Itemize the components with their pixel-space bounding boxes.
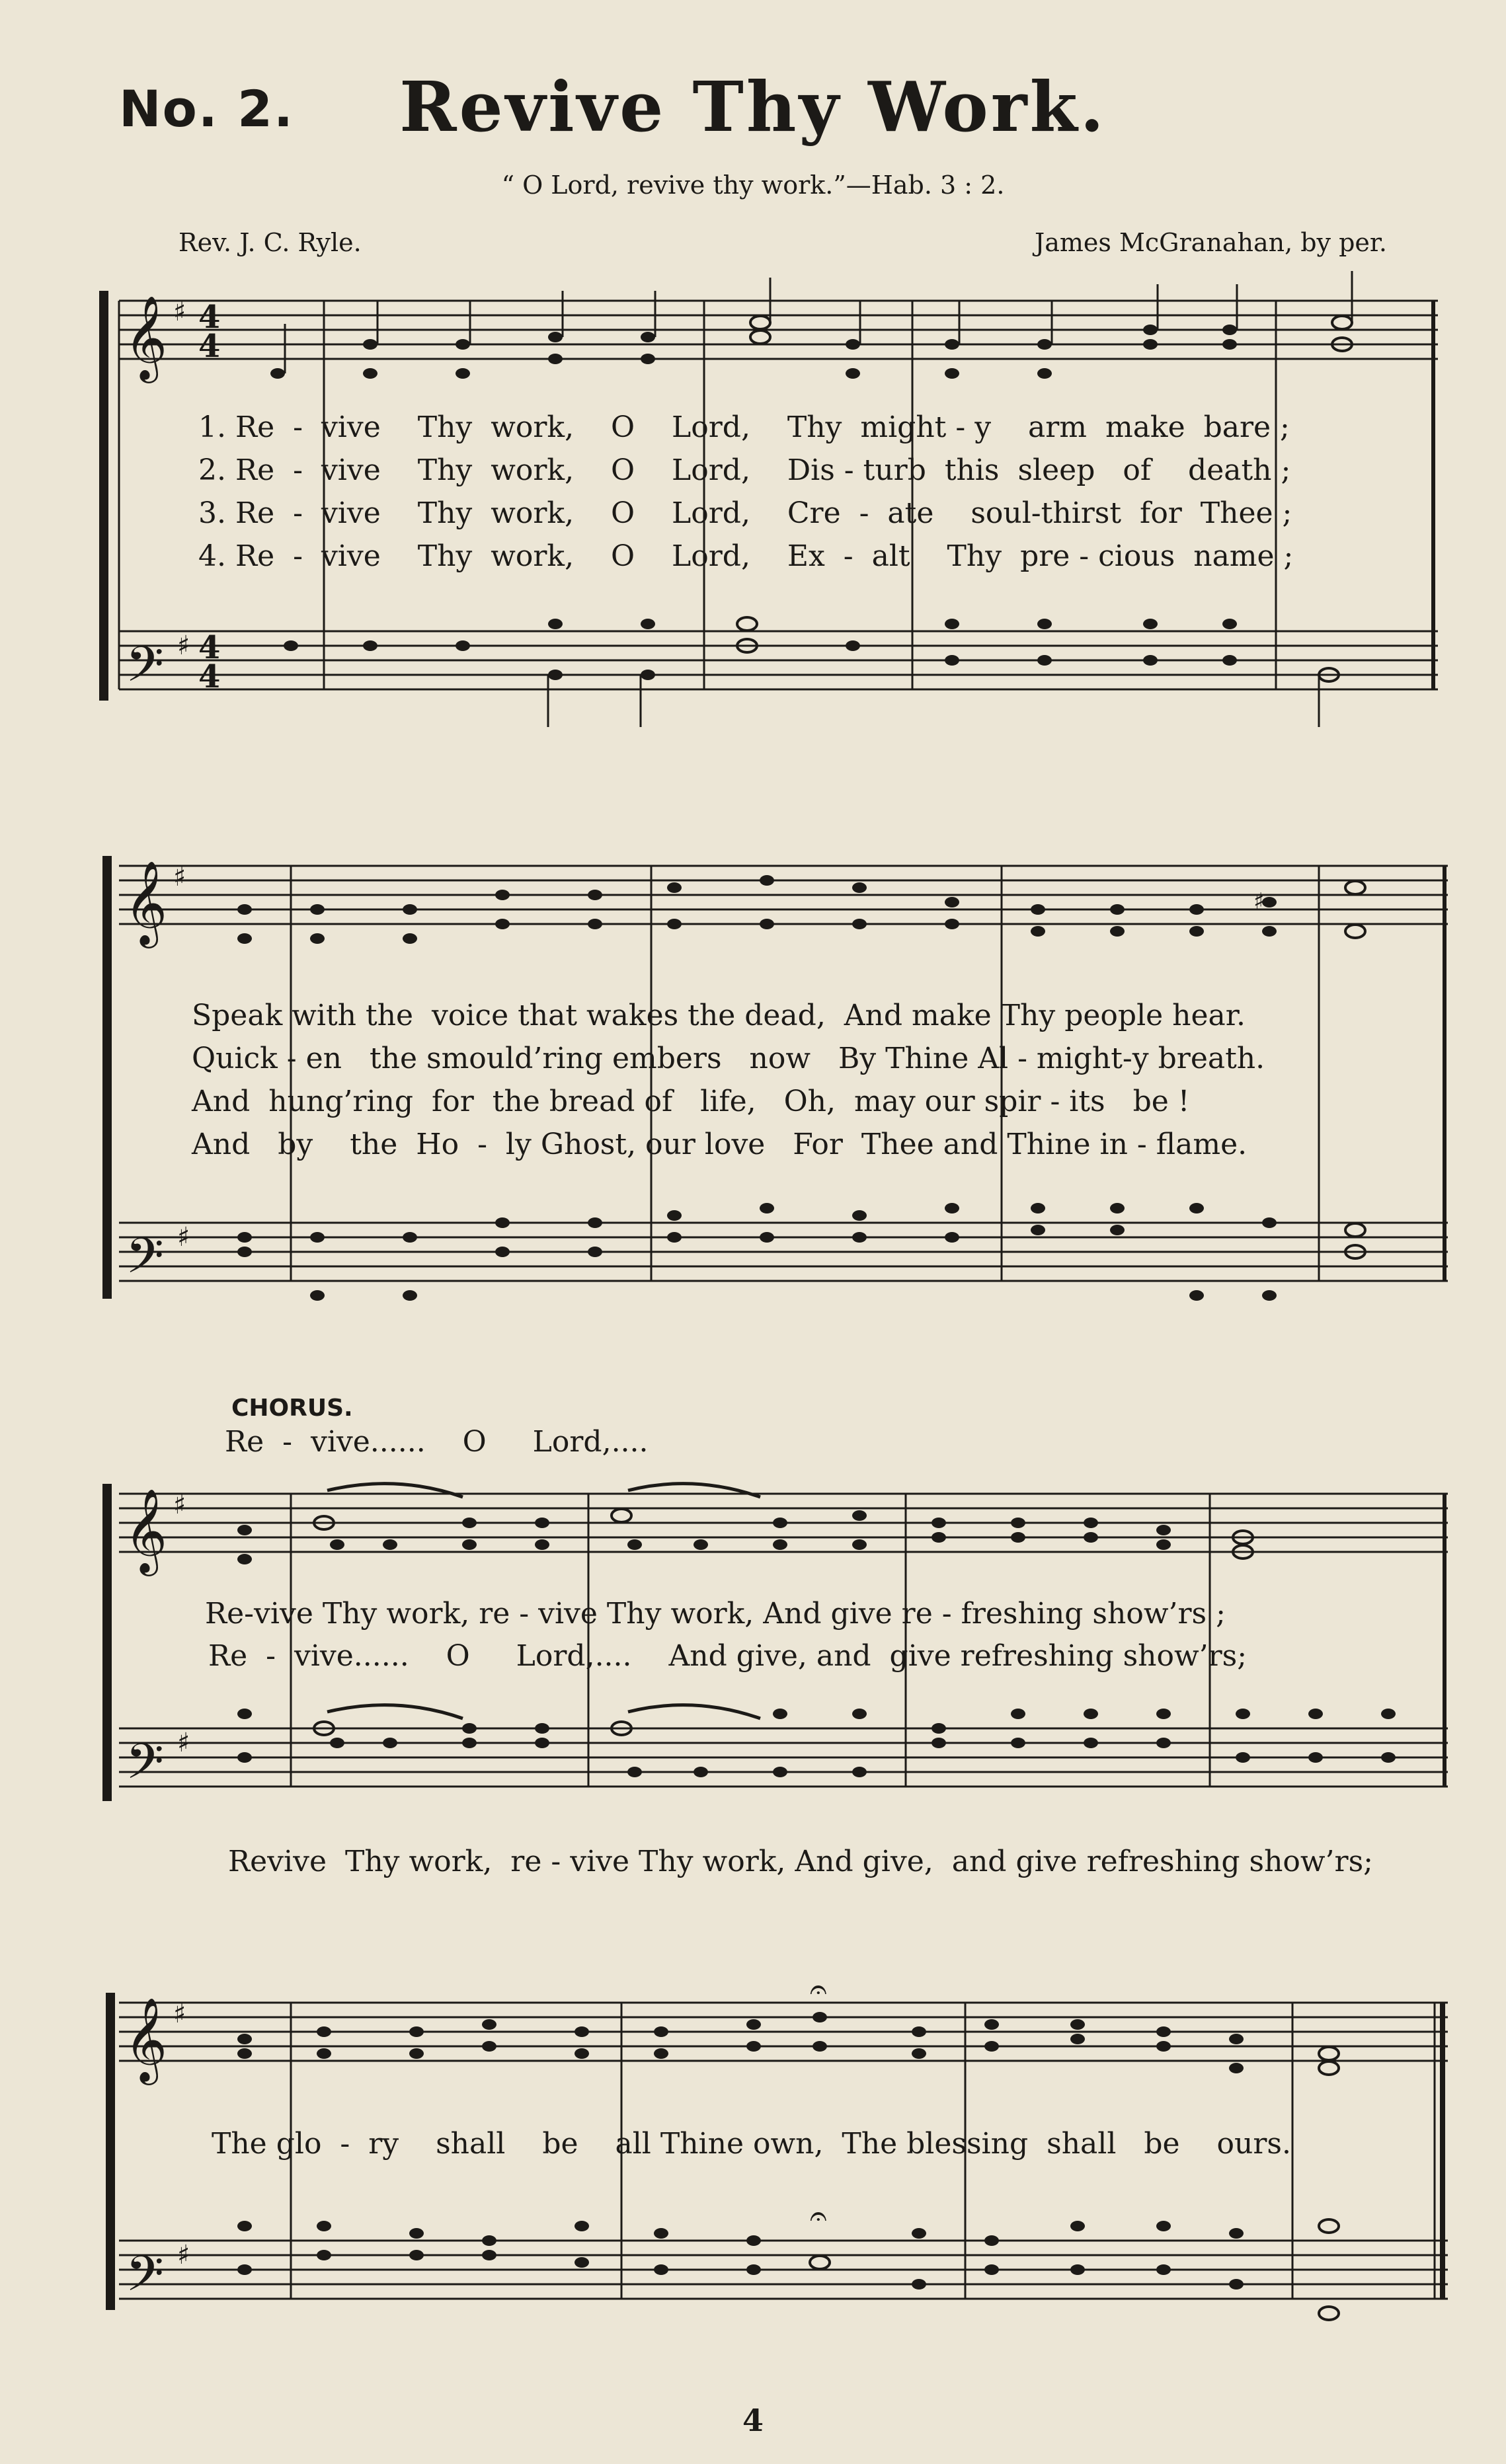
chorus-bass-line: Revive Thy work, re - vive Thy work, And give, and give refreshing show’rs;: [228, 1845, 1373, 1878]
verse-4-line-2: And by the Ho - ly Ghost, our love For Thee and Thine in - flame.: [192, 1128, 1248, 1161]
svg-text:♯: ♯: [177, 1728, 190, 1758]
svg-text:𝄐: 𝄐: [810, 1976, 827, 2007]
svg-text:𝄞: 𝄞: [124, 1997, 168, 2081]
music-system-1: [0, 0, 1506, 727]
verse-2-line-1: 2. Re - vive Thy work, O Lord, Dis - turb this sleep of death ;: [198, 453, 1291, 487]
svg-text:♯: ♯: [173, 1999, 186, 2029]
svg-text:𝄢: 𝄢: [126, 1733, 164, 1802]
author-credit: Rev. J. C. Ryle.: [178, 228, 362, 257]
svg-text:♯: ♯: [173, 1490, 186, 1520]
svg-text:♯: ♯: [173, 297, 186, 327]
composer-credit: James McGranahan, by per.: [1034, 228, 1387, 257]
svg-text:4: 4: [198, 299, 221, 336]
svg-text:𝄞: 𝄞: [124, 295, 168, 379]
svg-text:𝄢: 𝄢: [126, 636, 164, 705]
svg-text:♯: ♯: [1253, 888, 1265, 915]
verse-2-line-2: Quick - en the smould’ring embers now By Thine Al - might-y breath.: [192, 1042, 1265, 1075]
svg-text:♯: ♯: [177, 2240, 190, 2270]
verse-1-line-1: 1. Re - vive Thy work, O Lord, Thy might - y arm make bare ;: [198, 410, 1290, 444]
music-system-2: [0, 826, 1506, 1368]
svg-text:♯: ♯: [173, 862, 186, 892]
scripture-reference: “ O Lord, revive thy work.”—Hab. 3 : 2.: [501, 171, 1005, 200]
staff-system-4: [0, 1976, 1506, 2373]
verse-3-line-1: 3. Re - vive Thy work, O Lord, Cre - ate soul-thirst for Thee ;: [198, 496, 1292, 530]
chorus-soprano-echo: Re - vive...... O Lord,....: [225, 1425, 649, 1459]
chorus-label: CHORUS.: [231, 1395, 353, 1422]
svg-text:♯: ♯: [177, 631, 190, 661]
svg-text:4: 4: [198, 328, 221, 365]
final-line-lyrics: The glo - ry shall be all Thine own, The blessing shall be ours.: [212, 2127, 1291, 2161]
chorus-alto-echo: Re - vive...... O Lord,.... And give, and give refreshing show’rs;: [208, 1639, 1248, 1673]
music-system-4: [0, 1976, 1506, 2373]
verse-3-line-2: And hung’ring for the bread of life, Oh, may our spir - its be !: [192, 1085, 1190, 1118]
verse-1-line-2: Speak with the voice that wakes the dead, And make Thy people hear.: [192, 999, 1246, 1032]
svg-text:4: 4: [198, 658, 221, 695]
svg-text:𝄞: 𝄞: [124, 1488, 168, 1572]
svg-text:𝄞: 𝄞: [124, 860, 168, 944]
hymn-number: No. 2.: [119, 79, 294, 138]
svg-text:𝄢: 𝄢: [126, 2245, 164, 2315]
chorus-main-line: Re-vive Thy work, re - vive Thy work, And give re - freshing show’rs ;: [205, 1597, 1226, 1631]
verse-4-line-1: 4. Re - vive Thy work, O Lord, Ex - alt Thy pre - cious name ;: [198, 539, 1294, 573]
staff-system-1: [0, 0, 1506, 727]
svg-text:4: 4: [198, 629, 221, 666]
svg-text:𝄐: 𝄐: [810, 2198, 827, 2233]
hymn-title: Revive Thy Work.: [399, 66, 1107, 147]
svg-text:𝄢: 𝄢: [126, 1227, 164, 1297]
page-number: 4: [742, 2403, 764, 2438]
music-system-3: [0, 1467, 1506, 1878]
svg-text:♯: ♯: [177, 1222, 190, 1252]
